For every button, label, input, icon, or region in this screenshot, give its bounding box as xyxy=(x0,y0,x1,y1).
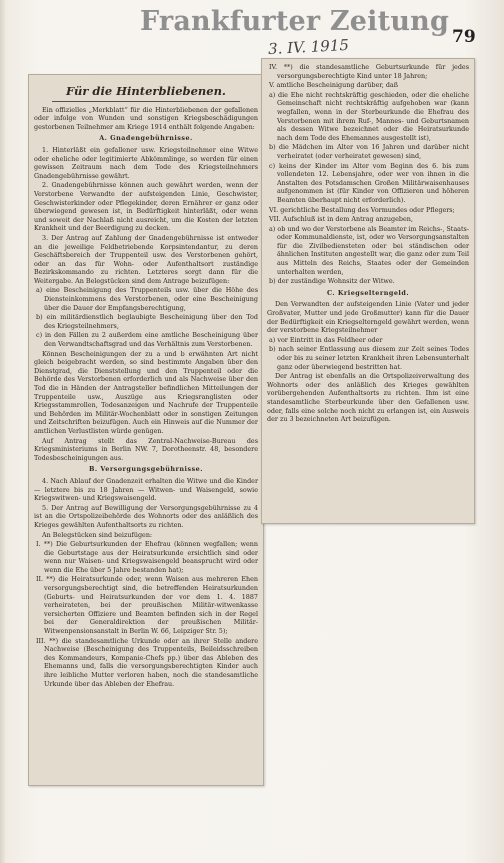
right-clipping xyxy=(261,58,475,524)
list-item: c) keins der Kinder im Alter vom Beginn des 6. bis zum vollendeten 12. Lebensjahre, oder wer von ihnen in die Anstalten des Potsdamschen Großen Militärwaisenhauses aufgenommen ist (für Kinder von Offizieren und höheren Beamten überhaupt nicht erforderlich). xyxy=(269,161,469,204)
headline-rule xyxy=(52,101,240,102)
paragraph: 4. Nach Ablauf der Gnadenzeit erhalten die Witwe und die Kinder — letztere bis zu 18 Jahren — Witwen- und Waisengeld, sowie Kriegswitwen- und Kriegswaisengeld. xyxy=(34,476,258,503)
list-item: V. amtliche Bescheinigung darüber, daß xyxy=(269,81,399,90)
paragraph: 3. Der Antrag auf Zahlung der Gnadengebührnisse ist entweder an die jeweilige Feldbetriebende Korpsintendantur, zu deren Geschäftsbereich der Truppenteil usw. des Verstorbenen gehört, oder an das für Wohn- oder Aufenthaltsort zuständige Bezirkskommando zu richten. Letzteres sorgt dann für die Weitergabe. An Belegstücken sind dem Antrage beizufügen: xyxy=(34,233,258,285)
paragraph: Der Antrag ist ebenfalls an die Ortspolizeiverwaltung des Wohnorts oder des anläßlich des Krieges gewählten vorübergehenden Aufenthaltsorts zu richten. Ihm ist eine standesamtliche Sterbeurkunde über den Gefallenen usw. oder, falls eine solche noch nicht zu erlangen ist, ein Ausweis der zu 3 bezeichneten Art beizufügen. xyxy=(267,372,469,424)
list-item: a) vor Eintritt in das Feldheer oder xyxy=(269,335,383,344)
handwritten-date: 3. IV. 1915 xyxy=(267,35,350,59)
page-edge xyxy=(0,0,6,863)
paragraph: 1. Hinterläßt ein gefallener usw. Kriegsteilnehmer eine Witwe oder eheliche oder legitimierte Abkömmlinge, so werden für einen gewissen Zeitraum nach dem Tode des Kriegsteilnehmers Gnadengebührnisse gewährt. xyxy=(34,145,258,180)
list-item: III. **) die standesamtliche Urkunde oder an ihrer Stelle andere Nachweise (Bescheinigung des Truppenteils, Beileidsschreiben des Kommandeurs, Kompanie-Chefs pp.) über das Ableben des Ehemanns und, falls die versorgungsberechtigten Kinder auch ihre leibliche Mutter verloren haben, noch die standesamtliche Urkunde über das Ableben der Ehefrau. xyxy=(36,636,258,688)
article-headline: Für die Hinterbliebenen. xyxy=(66,84,226,98)
list-item: b) der zuständige Wohnsitz der Witwe. xyxy=(269,277,395,286)
section-a-title: A. Gnadengebührnisse. xyxy=(99,134,193,143)
paragraph: Den Verwandten der aufsteigenden Linie (Vater und jeder Großvater, Mutter und jede Großmutter) kann für die Dauer der Bedürftigkeit ein Kriegselterngeld gewährt werden, wenn der verstorbene Kriegsteilnehmer xyxy=(267,300,469,335)
paragraph: 5. Der Antrag auf Bewilligung der Versorgungsgebührnisse zu 4 ist an die Ortspolizeibehörde des Wohnorts oder des anläßlich des Krieges gewählten Aufenthaltsorts zu richten. xyxy=(34,503,258,529)
list-item: c) in den Fällen zu 2 außerdem eine amtliche Bescheinigung über den Verwandtschaftsgrad und das Verhältnis zum Verstorbenen. xyxy=(36,331,258,349)
list-item: b) nach seiner Entlassung aus diesem zur Zeit seines Todes oder bis zu seiner letzten Krankheit ihren Lebensunterhalt ganz oder überwiegend bestritten hat. xyxy=(269,345,469,371)
list-item: a) ob und wo der Verstorbene als Beamter im Reichs-, Staats- oder Kommunaldienste, ist, oder wo Versorgungsanstalten für die Zivilbediensteten oder bei ständischen oder ähnlichen Instituten angestellt war, die ganz oder zum Teil aus Mitteln des Reichs, Staates oder der Gemeinden unterhalten werden, xyxy=(269,224,469,276)
newspaper-masthead: Frankfurter Zeitung xyxy=(140,6,450,37)
list-item: b) ein militärdienstlich beglaubigte Bescheinigung über den Tod des Kriegsteilnehmers, xyxy=(36,313,258,330)
paragraph: Auf Antrag stellt das Zentral-Nachweise-Bureau des Kriegsministeriums in Berlin NW. 7, Dorotheenstr. 48, besondere Todesbescheinigungen aus. xyxy=(34,436,258,462)
left-clipping xyxy=(28,74,264,786)
list-item: I. **) Die Geburtsurkunden der Ehefrau (können wegfallen; wenn die Geburtstage aus der Heiratsurkunde ersichtlich sind oder wenn nur Waisen- und Kriegswaisengeld beansprucht wird oder wenn die Ehe über 5 Jahre bestanden hat); xyxy=(36,540,258,574)
list-item: IV. **) die standesamtliche Geburtsurkunde für jedes versorgungsberechtigte Kind unter 18 Jahren; xyxy=(269,63,469,80)
paragraph: 2. Gnadengebührnisse können auch gewährt werden, wenn der Verstorbene Verwandte der aufsteigenden Linie, Geschwister, Geschwisterkinder oder Pflegekinder, deren Ernährer er ganz oder überwiegend gewesen ist, in Bedürftigkeit hinterläßt, oder wenn und soweit der Nachlaß nicht ausreicht, um die Kosten der letzten Krankheit und der Beerdigung zu decken. xyxy=(34,181,258,233)
page-number: 79 xyxy=(452,27,476,47)
list-item: a) die Ehe nicht rechtskräftig geschieden, oder die eheliche Gemeinschaft nicht rechtskräftig aufgehoben war (kann wegfallen, wenn in der Sterbeurkunde die Ehefrau des Verstorbenen mit ihrem Ruf-, Mannes- und Geburtsnamen als dessen Witwe bezeichnet oder die Heiratsurkunde nach dem Tode des Ehemannes ausgestellt ist), xyxy=(269,90,469,142)
list-item: a) eine Bescheinigung des Truppenteils usw. über die Höhe des Diensteinkommens des Verstorbenen, oder eine Bescheinigung über die Dauer der Empfangsberechtigung, xyxy=(36,286,258,312)
paragraph: Können Bescheinigungen der zu a und b erwähnten Art nicht gleich beigebracht werden, so sind bestimmte Angaben über den Dienstgrad, die Dienststellung und den Truppenteil oder die Behörde des Verstorbenen erforderlich und als Nachweise über den Tod die in Händen der Antragsteller befindlichen Mitteilungen der Truppenteile usw., Auszüge aus Kriegsranglisten oder Kriegsstammrollen, Todesanzeigen und Nachrufe der Truppenteile und Behörden im Militär-Wochenblatt oder in sonstigen Zeitungen und Zeitschriften beizufügen. Auch ein Hinweis auf die Nummer der amtlichen Verlustlisten würde genügen. xyxy=(34,349,258,435)
article-intro: Ein offizielles „Merkblatt“ für die Hinterbliebenen der gefallenen oder infolge von Wunden und sonstigen Kriegsbeschädigungen gestorbenen Teilnehmer am Kriege 1914 enthält folgende Angaben: xyxy=(34,105,258,131)
section-b-title: B. Versorgungsgebührnisse. xyxy=(89,465,203,474)
section-c-title: C. Kriegselterngeld. xyxy=(326,288,410,297)
list-item: II. **) die Heiratsurkunde oder, wenn Waisen aus mehreren Ehen versorgungsberechtigt sind, die betreffenden Heiratsurkunden (Geburts- und Heiratsurkunden der vor dem 1. 4. 1887 verheirateten, bei der preußischen Militär-witwenkasse versicherten Offiziere und Beamten befinden sich in der Regel bei der Generaldirektion der preußischen Militär-Witwenpensionsanstalt in Berlin W. 66, Leipziger Str. 5); xyxy=(36,575,258,636)
list-item: VII. Aufschluß ist in dem Antrag anzugeben, xyxy=(269,215,413,224)
list-item: b) die Mädchen im Alter von 16 Jahren und darüber nicht verheiratet (oder verheiratet gewesen) sind, xyxy=(269,143,469,160)
list-item: VI. gerichtliche Bestallung des Vormundes oder Pflegers; xyxy=(269,205,455,214)
paragraph: An Belegstücken sind beizufügen: xyxy=(42,530,153,539)
